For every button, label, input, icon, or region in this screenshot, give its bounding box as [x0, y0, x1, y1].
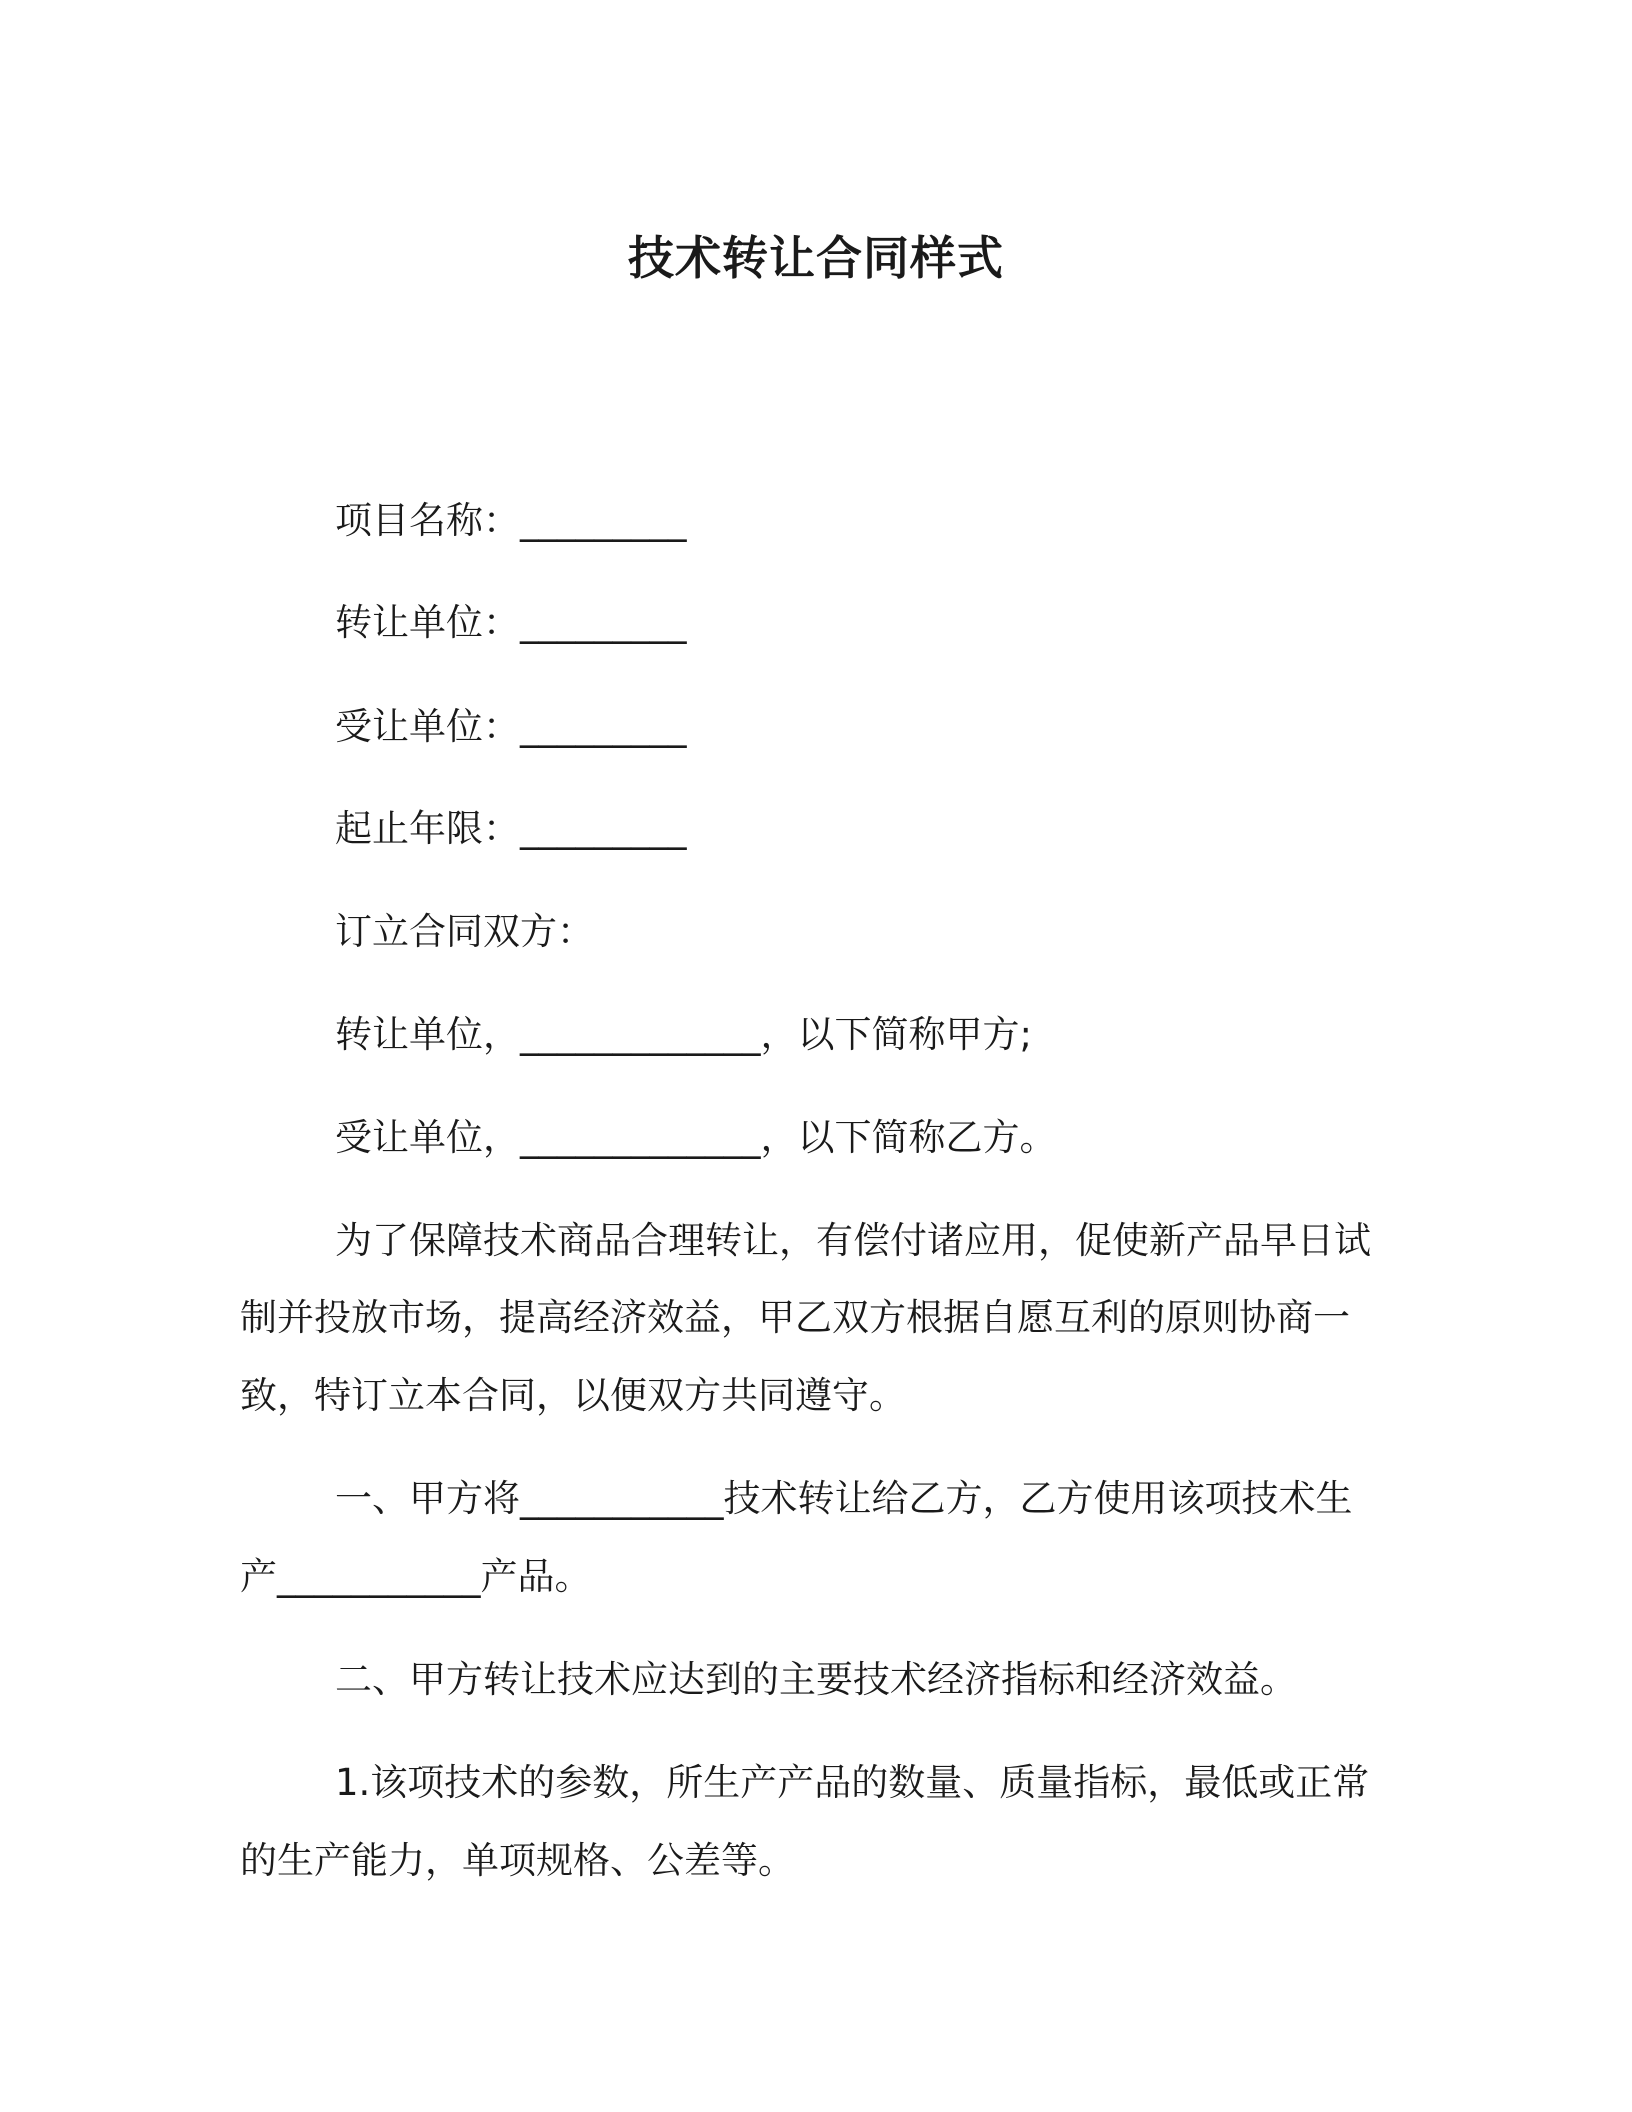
- party-b-line: 受让单位，_____________，以下简称乙方。: [335, 1116, 1057, 1159]
- clause-2-1-line-1: 1.该项技术的参数，所生产产品的数量、质量指标，最低或正常: [335, 1761, 1370, 1804]
- party-a-line: 转让单位，_____________，以下简称甲方;: [335, 1013, 1032, 1056]
- clause-2-1-line-2: 的生产能力，单项规格、公差等。: [240, 1839, 795, 1882]
- preamble-line-1: 为了保障技术商品合理转让，有偿付诸应用，促使新产品早日试: [335, 1219, 1371, 1262]
- document-title: 技术转让合同样式: [628, 231, 1004, 285]
- parties-heading: 订立合同双方：: [335, 910, 594, 953]
- field-transferor: 转让单位：_________: [335, 601, 687, 644]
- clause-1-line-2: 产___________产品。: [240, 1555, 592, 1598]
- preamble-line-3: 致，特订立本合同，以便双方共同遵守。: [240, 1374, 906, 1417]
- field-term: 起止年限：_________: [335, 807, 687, 850]
- field-transferee: 受让单位：_________: [335, 705, 687, 748]
- field-project-name: 项目名称：_________: [335, 499, 687, 542]
- clause-2-heading: 二、甲方转让技术应达到的主要技术经济指标和经济效益。: [335, 1658, 1297, 1701]
- preamble-line-2: 制并投放市场，提高经济效益，甲乙双方根据自愿互利的原则协商一: [240, 1296, 1350, 1339]
- clause-1-line-1: 一、甲方将___________技术转让给乙方，乙方使用该项技术生: [335, 1477, 1353, 1520]
